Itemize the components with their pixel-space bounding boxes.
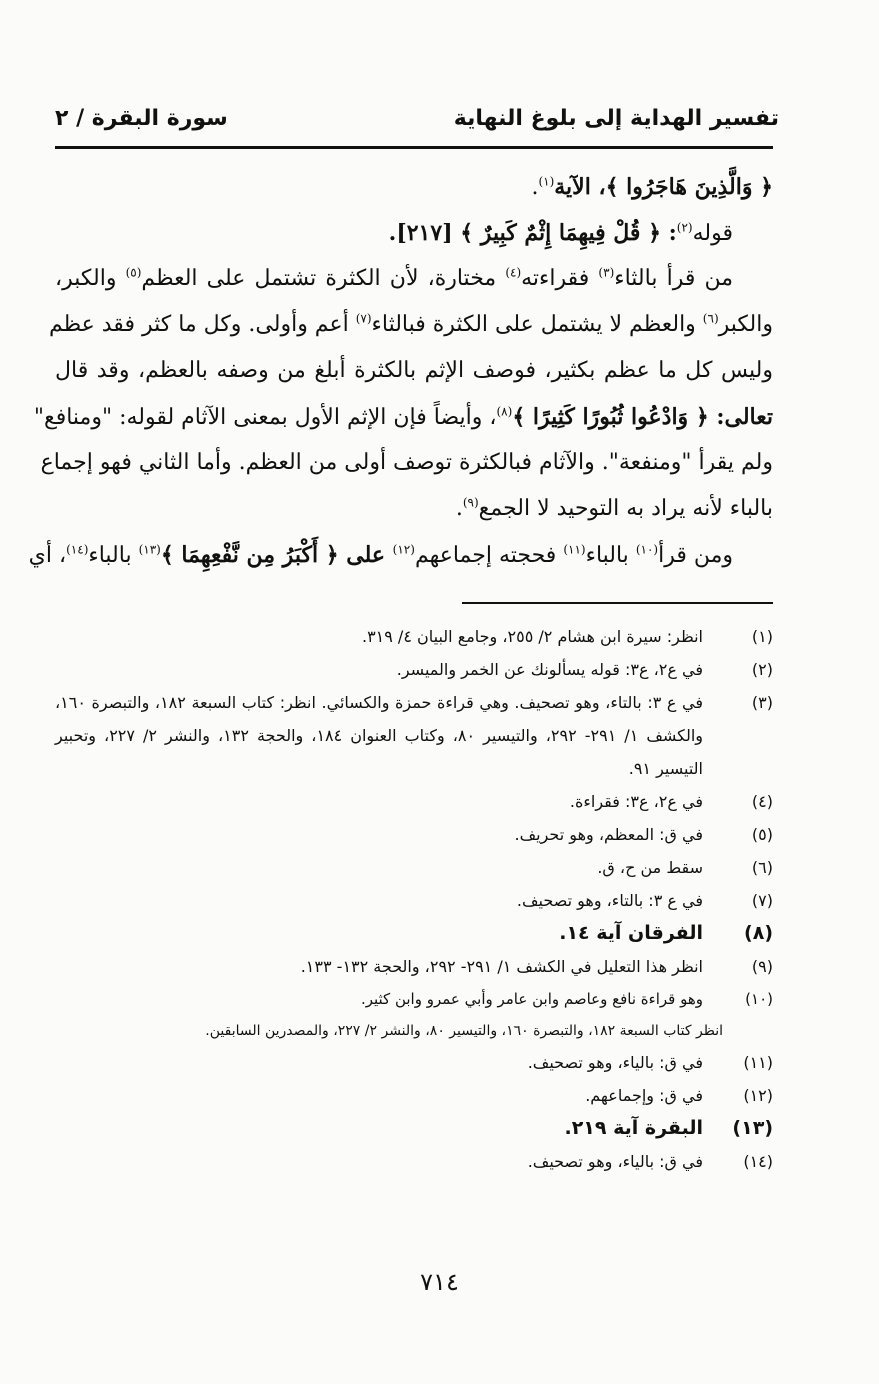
text-line-3: من قرأ بالثاء$^{(٣)}$ فقراءته$^{(٤)}$ مختارة، لأن الكثرة تشتمل على العظم$^{(٥)}$ والكبر، [55,265,733,291]
footnotes [55,620,773,1178]
text-line-5: وليس كل ما عظم بكثير، فوصف الإثم بالكثرة أبلغ من وصفه بالعظم، وقد قال [55,358,773,383]
text-line-1: ﴿ وَالَّذِينَ هَاجَرُوا ﴾، الآية$^{(١)}$. [531,174,773,200]
quran-quote: ﴿ وَالَّذِينَ هَاجَرُوا ﴾، الآية [554,174,773,200]
footnote-ref-3: (٣) [598,265,615,280]
header-rule [55,146,773,149]
running-header-book-title: تفسير الهداية إلى بلوغ النهاية [453,106,779,131]
footnote-ref-9: (٩) [462,495,479,510]
footnote-2: (٢) في ع٢، ع٣: قوله يسألونك عن الخمر والميسر. [396,660,773,679]
text-line-2: قوله$^{(٢)}$: ﴿ قُلْ فِيهِمَا إِثْمٌ كَبِيرٌ ﴾ [٢١٧]. [388,220,733,246]
footnote-ref-5: (٥) [125,265,142,280]
main-text [28,164,773,578]
running-header-surah: سورة البقرة / ٢ [55,106,228,131]
text-line-8: بالباء لأنه يراد به التوحيد لا الجمع$^{(٩)}$. [455,495,773,521]
footnote-12: (١٢) في ق: وإجماعهم. [585,1086,773,1105]
text-line-7: ولم يقرأ "ومنفعة". والآثام فبالكثرة توصف أولى من العظم. وأما الثاني فهو إجماع [40,450,773,475]
footnote-ref-8: (٨) [496,404,513,419]
page-number: ٧١٤ [420,1268,459,1296]
footnote-ref-11: (١١) [563,542,586,557]
footnote-10: (١٠) وهو قراءة نافع وعاصم وابن عامر وأبي عمرو وابن كثير. [360,990,773,1008]
text-line-4: والكبر$^{(٦)}$ والعظم لا يشتمل على الكثرة فبالثاء$^{(٧)}$ أعم وأولى. وكل ما كثر فقد عظم [48,311,773,337]
footnote-ref-1: (١) [538,174,555,189]
footnote-separator [462,602,773,604]
footnote-5: (٥) في ق: المعظم، وهو تحريف. [514,825,773,844]
footnote-6: (٦) سقط من ح، ق. [597,858,773,877]
footnote-9: (٩) انظر هذا التعليل في الكشف ١/ ٢٩١- ٢٩٢، والحجة ١٣٢- ١٣٣. [300,957,773,976]
footnote-ref-6: (٦) [702,311,719,326]
footnote-ref-14: (١٤) [66,542,89,557]
footnote-11: (١١) في ق: بالياء، وهو تصحيف. [527,1053,773,1072]
quran-quote: على ﴿ أَكْبَرُ مِن نَّفْعِهِمَا ﴾ [160,542,393,568]
footnote-8: (٨) الفرقان آية ١٤. [559,922,773,944]
footnote-10-continuation: انظر كتاب السبعة ١٨٢، والتبصرة ١٦٠، والتيسير ٨٠، والنشر ٢/ ٢٢٧، والمصدرين السابقين. [205,1023,723,1039]
footnote-13: (١٣) البقرة آية ٢١٩. [564,1117,773,1139]
footnote-ref-12: (١٢) [392,542,415,557]
footnote-1: (١) انظر: سيرة ابن هشام ٢/ ٢٥٥، وجامع البيان ٤/ ٣١٩. [361,627,773,646]
text-line-9: ومن قرأ$^{(١٠)}$ بالباء$^{(١١)}$ فحجته إجماعهم$^{(١٢)}$ على ﴿ أَكْبَرُ مِن نَّفْعِهِمَا ﴾$^{(١٣)}$ بالباء$^{(١٤)}$، أي [28,542,733,568]
footnote-ref-7: (٧) [355,311,372,326]
text-line-6: تعالى: ﴿ وَادْعُوا ثُبُورًا كَثِيرًا ﴾$^{(٨)}$، وأيضاً فإن الإثم الأول بمعنى الآثام لقوله: "ومنافع" [33,404,773,430]
footnote-ref-13: (١٣) [138,542,161,557]
quran-quote: : ﴿ قُلْ فِيهِمَا إِثْمٌ كَبِيرٌ ﴾ [٢١٧]. [388,220,677,246]
footnote-ref-2: (٢) [676,220,693,235]
footnote-ref-10: (١٠) [635,542,659,557]
footnote-4: (٤) في ع٢، ع٣: فقراءة. [569,792,773,811]
quran-quote: تعالى: ﴿ وَادْعُوا ثُبُورًا كَثِيرًا ﴾ [512,404,773,430]
footnote-ref-4: (٤) [505,265,522,280]
footnote-14: (١٤) في ق: بالياء، وهو تصحيف. [527,1152,773,1171]
footnote-7: (٧) في ع ٣: بالتاء، وهو تصحيف. [516,891,773,910]
footnote-3: (٣) في ع ٣: بالتاء، وهو تصحيف. وهي قراءة حمزة والكسائي. انظر: كتاب السبعة ١٨٢، والتبصرة ١٦٠، والكشف ١/ ٢٩١- ٢٩٢، والتيسير ٨٠، وكتاب العنوان ١٨٤، والحجة ١٣٢، والنشر ٢/ ٢٢٧، وتحبير التيسير ٩١. [55,693,773,778]
